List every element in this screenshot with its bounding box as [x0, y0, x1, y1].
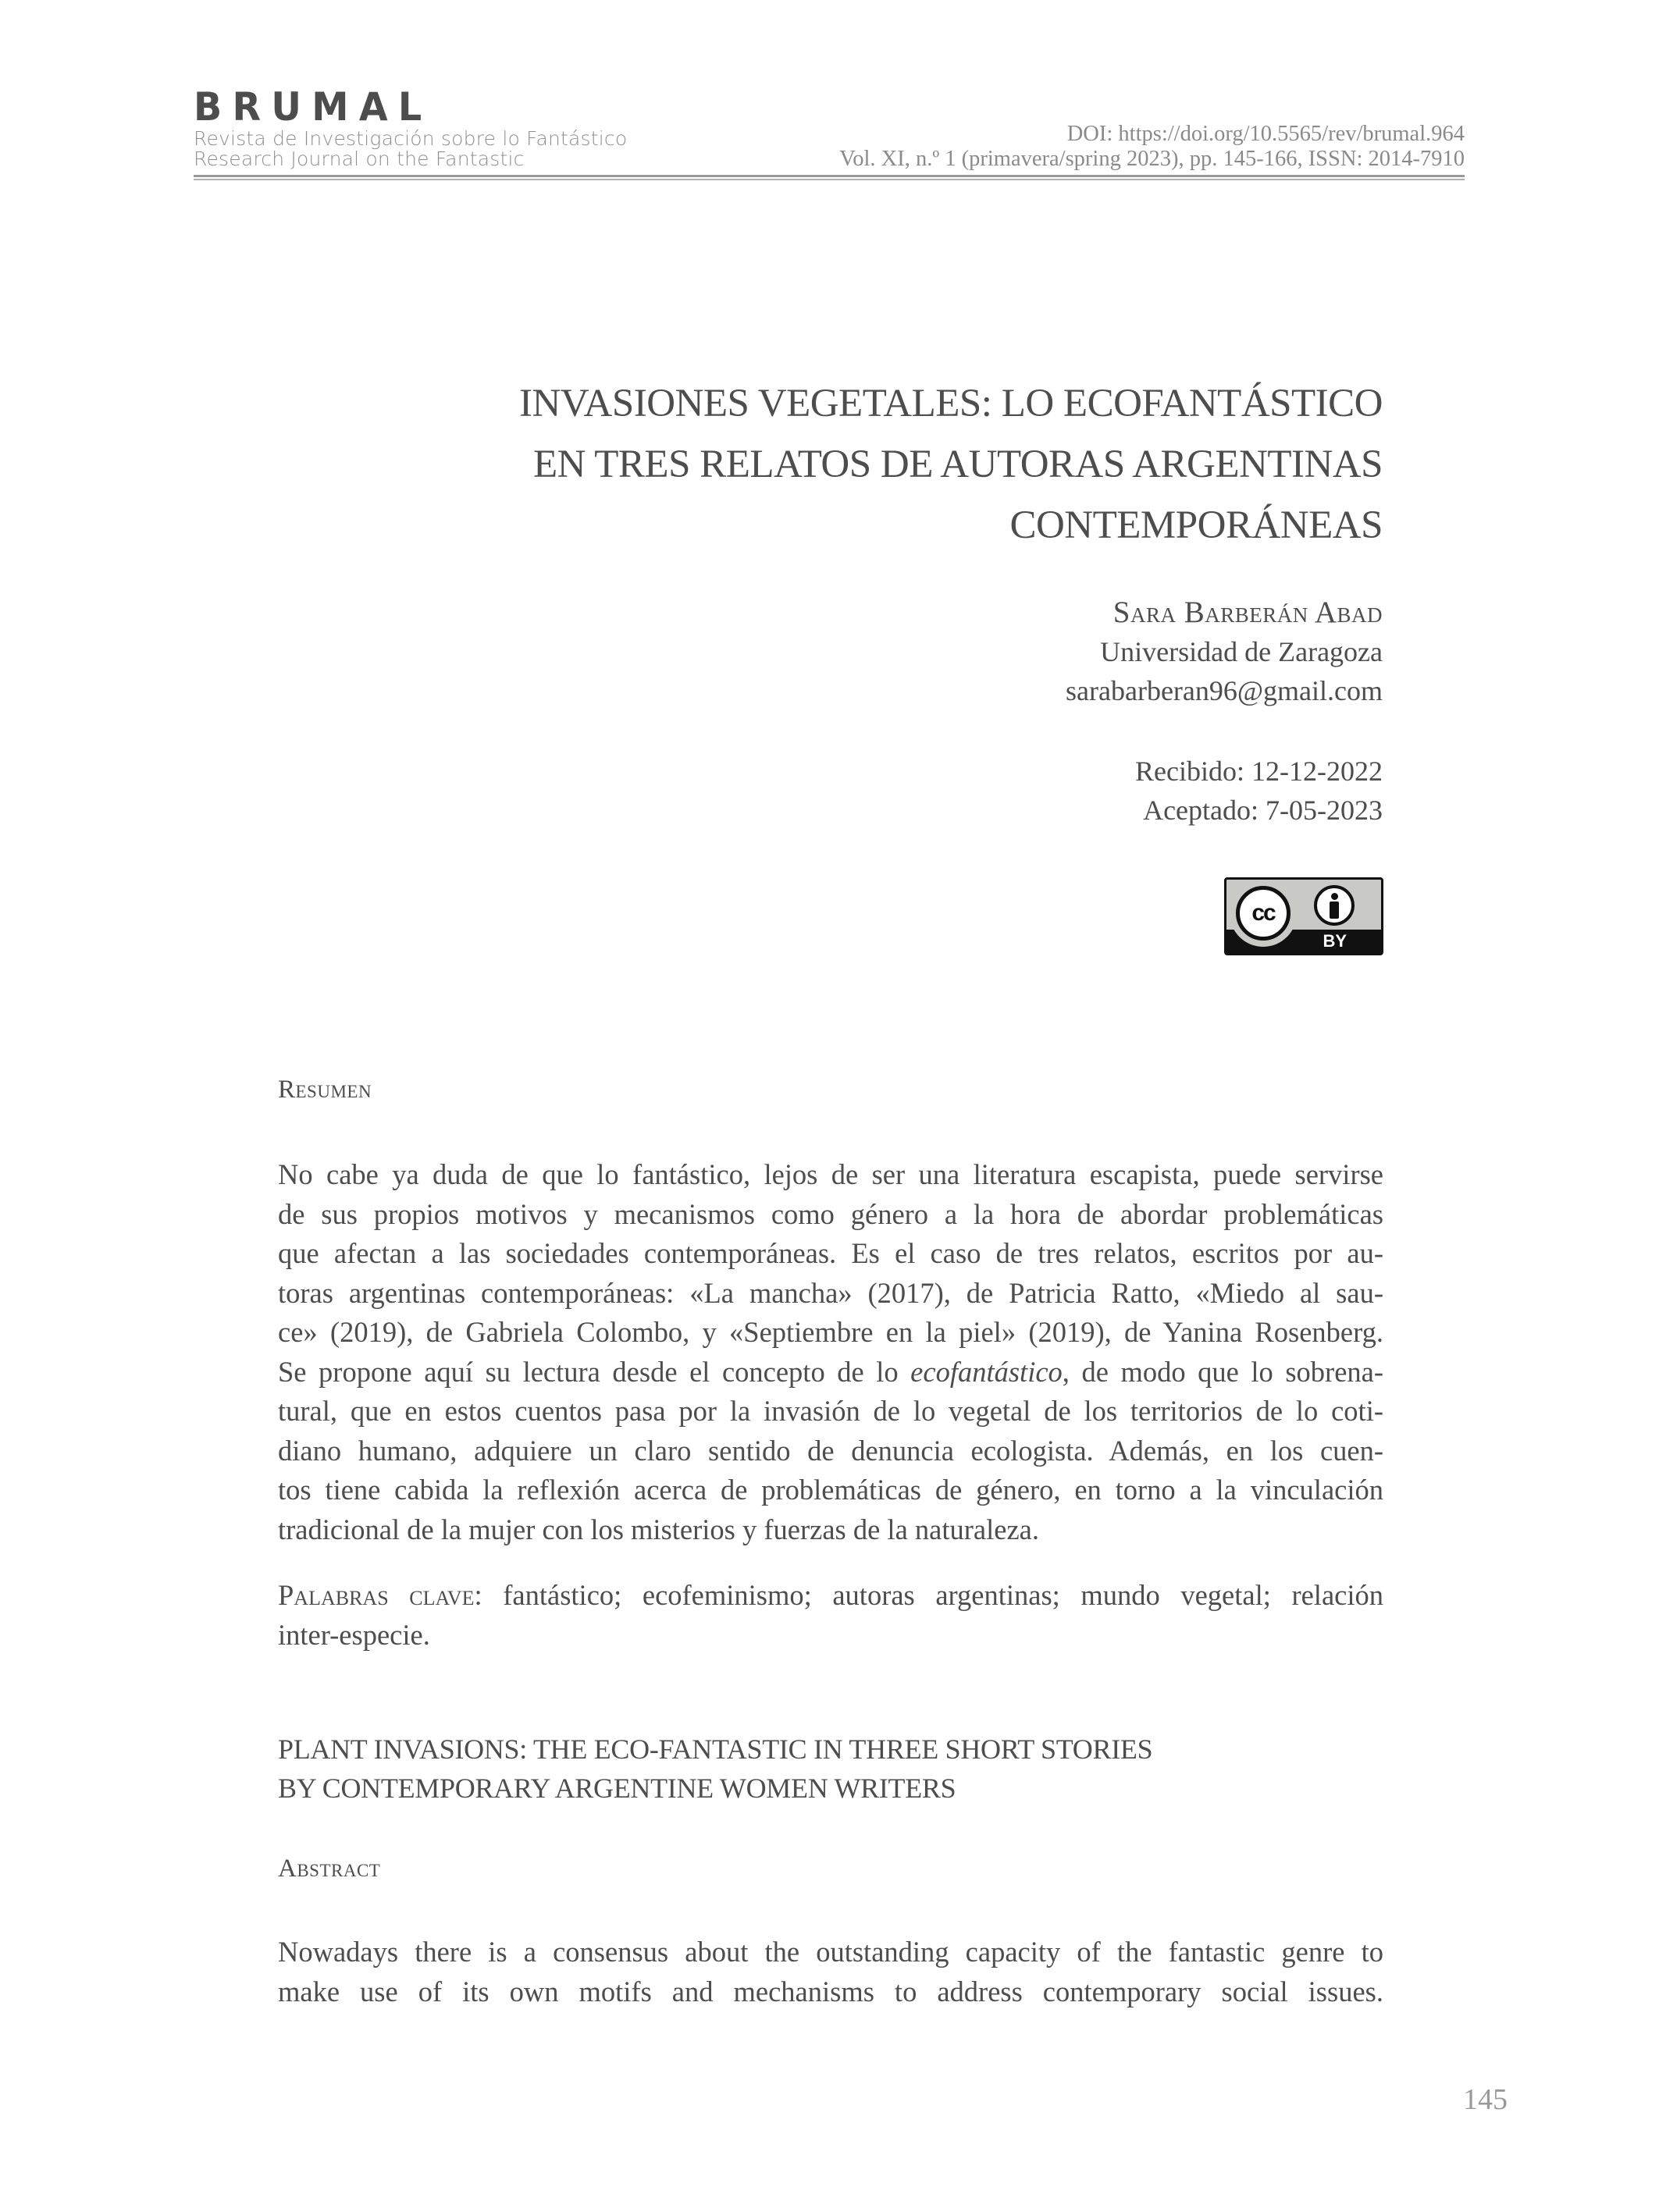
abstract-body: [278, 1933, 1383, 2011]
journal-subtitle-es: Revista de Investigación sobre lo Fantástico: [194, 127, 628, 150]
doi-link[interactable]: DOI: https://doi.org/10.5565/rev/brumal.964: [1066, 122, 1465, 146]
resumen-line: tos tiene cabida la reflexión acerca de problemáticas de género, en torno a la vinculación: [278, 1474, 1383, 1506]
resumen-heading-wrap: [278, 1076, 1383, 1104]
author-info: [1066, 593, 1383, 710]
keywords-text: : fantástico; ecofeminismo; autoras argentinas; mundo vegetal; relación: [474, 1579, 1383, 1611]
person-head: [1331, 893, 1338, 900]
journal-subtitle-en: Research Journal on the Fantastic: [194, 148, 525, 170]
volume-info: Vol. XI, n.º 1 (primavera/spring 2023), pp. 145-166, ISSN: 2014-7910: [839, 147, 1465, 171]
author-name: Sara Barberán Abad: [1113, 596, 1383, 629]
abstract-line: make use of its own motifs and mechanisms to address contemporary social issues.: [278, 1975, 1383, 2008]
abstract-heading: Abstract: [278, 1855, 381, 1883]
page-number: 145: [1463, 2083, 1508, 2116]
keywords: [278, 1576, 1383, 1655]
title-line: CONTEMPORÁNEAS: [1009, 503, 1383, 547]
header-rule-secondary: [194, 179, 1465, 180]
text-fragment: Se propone aquí su lectura desde el concepto de lo: [278, 1355, 911, 1388]
accepted-date: Aceptado: 7-05-2023: [1143, 795, 1383, 826]
resumen-line: toras argentinas contemporáneas: «La mancha» (2017), de Patricia Ratto, «Miedo al sau-: [278, 1276, 1383, 1309]
received-date: Recibido: 12-12-2022: [1135, 756, 1383, 787]
resumen-line: tural, que en estos cuentos pasa por la invasión de lo vegetal de los territorios de lo coti-: [278, 1395, 1383, 1427]
english-title-line: BY CONTEMPORARY ARGENTINE WOMEN WRITERS: [278, 1773, 956, 1804]
journal-logo: BRUMAL: [194, 84, 433, 130]
title-line: INVASIONES VEGETALES: LO ECOFANTÁSTICO: [518, 382, 1383, 425]
english-title-line: PLANT INVASIONS: THE ECO-FANTASTIC IN THREE SHORT STORIES: [278, 1734, 1153, 1765]
creative-commons-by-icon[interactable]: [1224, 877, 1383, 955]
abstract-heading-wrap: [278, 1855, 1383, 1883]
english-title: [278, 1730, 1383, 1808]
keywords-line: [278, 1576, 1383, 1616]
author-affiliation: Universidad de Zaragoza: [1100, 636, 1383, 667]
keywords-label: Palabras clave: [278, 1579, 475, 1611]
person-body: [1330, 902, 1339, 919]
resumen-line-italic: [278, 1353, 1383, 1392]
keywords-line: inter-especie.: [278, 1618, 430, 1651]
title-line: EN TRES RELATOS DE AUTORAS ARGENTINAS: [532, 443, 1383, 486]
resumen-body: [278, 1155, 1383, 1549]
resumen-heading: Resumen: [278, 1076, 372, 1104]
author-email[interactable]: sarabarberan96@gmail.com: [1066, 675, 1383, 706]
article-dates: [1135, 752, 1383, 830]
cc-by-label: BY: [1323, 931, 1347, 951]
resumen-line: tradicional de la mujer con los misterios y fuerzas de la naturaleza.: [278, 1513, 1039, 1545]
attribution-person-icon: [1314, 885, 1355, 926]
resumen-line: de sus propios motivos y mecanismos como género a la hora de abordar problemáticas: [278, 1197, 1383, 1230]
resumen-line: diano humano, adquiere un claro sentido de denuncia ecologista. Además, en los cuen-: [278, 1434, 1383, 1467]
header-rule: [194, 175, 1465, 177]
abstract-line: Nowadays there is a consensus about the outstanding capacity of the fantastic genre to: [278, 1936, 1383, 1968]
resumen-line: que afectan a las sociedades contemporáneas. Es el caso de tres relatos, escritos por au-: [278, 1237, 1383, 1269]
resumen-line: No cabe ya duda de que lo fantástico, lejos de ser una literatura escapista, puede servirse: [278, 1158, 1383, 1190]
article-title: [368, 373, 1383, 556]
cc-icon: cc: [1236, 886, 1291, 941]
italic-term: ecofantástico: [910, 1355, 1063, 1388]
text-fragment: , de modo que lo sobrena-: [1062, 1355, 1383, 1388]
resumen-line: ce» (2019), de Gabriela Colombo, y «Septiembre en la piel» (2019), de Yanina Rosenberg.: [278, 1316, 1383, 1348]
